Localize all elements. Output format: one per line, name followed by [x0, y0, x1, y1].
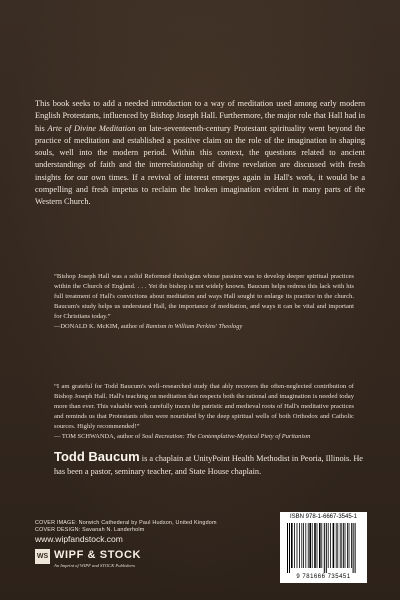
author-bio	[54, 450, 364, 478]
endorsement-work: Ramism in William Perkins' Theology	[145, 323, 243, 330]
cover-credits	[35, 520, 217, 534]
endorsement-author-of: author of	[119, 323, 146, 330]
endorsement-author-of: author of	[115, 433, 142, 440]
barcode-bar	[333, 523, 335, 568]
barcode-bar	[343, 523, 344, 568]
blurb-book-title: Arte of Divine Meditation	[47, 123, 136, 133]
publisher-tagline: An Imprint of WIPF and STOCK Publishers	[54, 563, 136, 568]
barcode-bar	[291, 523, 293, 568]
barcode-bar	[301, 523, 302, 568]
endorsement-1	[54, 272, 354, 332]
barcode-bar	[328, 523, 329, 568]
endorsement-attribution	[54, 432, 354, 442]
blurb-intro: This book seeks to add a needed introduction to a way of meditation used among early modern English Protestants, influenced by Bishop Joseph Hall. Furthermore, the major role that Hall had in his	[35, 99, 365, 133]
cover-design-credit: COVER DESIGN: Savanah N. Landerholm	[35, 526, 145, 533]
publisher-website: www.wipfandstock.com	[35, 534, 123, 544]
endorsement-text: “I am grateful for Todd Baucum's well–researched study that ably recovers the often-neglected contribution of Bishop Joseph Hall. Hall's teaching on meditation that respects both the rational and imagination is needed today more than ever. This valuable work carefully traces the patristic and medieval roots of Hall's meditative practices and reminds us that Protestants often were nourished by the deep spiritual wells of both Orthodox and Catholic sources. Highly recommended!”	[54, 383, 354, 430]
barcode-bar	[309, 523, 311, 568]
ws-logo-icon: WS	[35, 549, 50, 564]
barcode-bar	[299, 523, 300, 568]
barcode-bar	[351, 523, 352, 568]
endorsement-author: — TOM SCHWANDA,	[54, 433, 116, 440]
isbn-label: ISBN 978-1-6667-3545-1	[289, 514, 358, 520]
endorsement-text: “Bishop Joseph Hall was a solid Reformed theologian whose passion was to develop deeper spiritual practices within the Church of England. . . . Yet the bishop is not widely known. Baucum helps redress this lack with his full treatment of Hall's convictions about meditation and ways Hall sought to enlarge its practice in the church. Baucum's study helps us understand Hall, the importance of meditation, and ways it can be vital and important for Christians today.”	[54, 273, 354, 320]
barcode-bar	[294, 523, 295, 568]
barcode-guard-bar	[326, 523, 327, 573]
barcode-icon	[286, 523, 361, 573]
barcode-bar	[297, 523, 298, 568]
barcode-bar	[308, 523, 309, 568]
endorsement-2	[54, 382, 354, 442]
barcode-bar	[347, 523, 348, 568]
publisher-name: WIPF & STOCK	[54, 549, 142, 561]
endorsement-author: —DONALD K. McKIM,	[54, 323, 120, 330]
barcode-guard-bar	[355, 523, 356, 573]
barcode-guard-bar	[353, 523, 354, 573]
barcode-guard-bar	[289, 523, 290, 573]
isbn-barcode	[280, 512, 367, 583]
barcode-bar	[321, 523, 322, 568]
barcode-bar	[349, 523, 350, 568]
barcode-bar	[305, 523, 306, 568]
endorsement-work: Soul Recreation: The Contemplative-Mystical Piety of Puritanism	[141, 433, 311, 440]
barcode-bar	[337, 523, 338, 568]
barcode-bar	[314, 523, 316, 568]
barcode-bar	[319, 523, 321, 568]
barcode-bar	[341, 523, 342, 568]
blurb-rest: on late-seventeenth-century Protestant spirituality went beyond the practice of meditation and established a positive claim on the role of the imagination in shaping souls, well into the modern period. Within this context, the questions related to ancient understandings of faith and the interrelationship of divine revelation are discussed with fresh insights for our own times. If a revival of interest emerges again in Hall's work, it would be a compelling and fresh impetus to reclaim the broken imagination evident in many parts of the Western Church.	[35, 123, 365, 207]
barcode-bar	[312, 523, 313, 568]
barcode-bar	[303, 523, 304, 568]
author-bio-text: is a chaplain at UnityPoint Health Methodist in Peoria, Illinois. He has been a pastor, seminary teacher, and State House chaplain.	[54, 454, 363, 476]
barcode-bar	[317, 523, 318, 568]
author-name: Todd Baucum	[54, 449, 140, 464]
barcode-bar	[336, 523, 337, 568]
endorsement-attribution	[54, 322, 354, 332]
barcode-bar	[345, 523, 346, 568]
cover-image-credit: COVER IMAGE: Norwich Cathederal by Paul Hudson, United Kingdom	[35, 520, 217, 526]
description-blurb	[35, 98, 365, 209]
isbn-digits: 9 781666 735451	[296, 574, 351, 580]
barcode-guard-bar	[287, 523, 288, 573]
barcode-bar	[330, 523, 331, 568]
barcode-guard-bar	[324, 523, 325, 573]
barcode-bar	[340, 523, 341, 568]
publisher-logo	[35, 549, 185, 575]
blurb-paragraph	[35, 98, 365, 209]
